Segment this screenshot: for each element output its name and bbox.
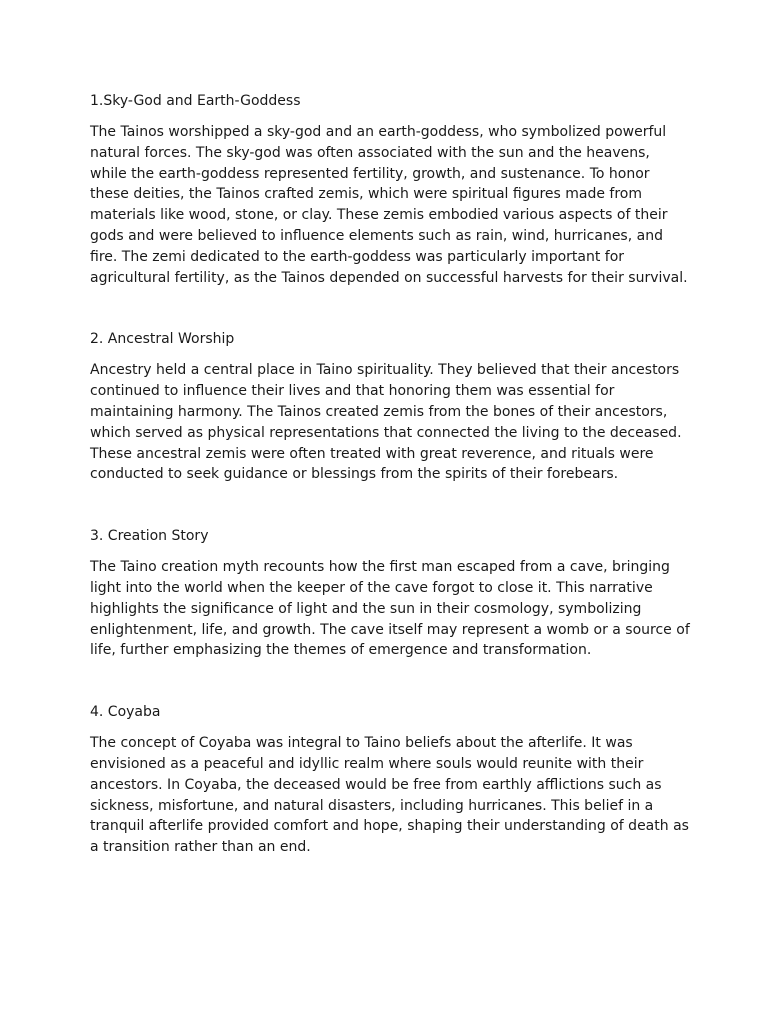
section-sky-god-earth-goddess: [90, 91, 690, 288]
section-heading: 4. Coyaba: [90, 704, 161, 721]
section-paragraph: The Taino creation myth recounts how the first man escaped from a cave, bringing light into the world when the keeper of the cave forgot to close it. This narrative highlights the significance of light and the sun in their cosmology, symbolizing enlightenment, life, and growth. The cave itself may represent a womb or a source of life, further emphasizing the themes of emergence and transformation.: [90, 559, 690, 659]
section-coyaba: [90, 702, 690, 858]
section-paragraph: Ancestry held a central place in Taino spirituality. They believed that their ancestors continued to influence their lives and that honoring them was essential for maintaining harmony. The Tainos created zemis from the bones of their ancestors, which served as physical representations that connected the living to the deceased. These ancestral zemis were often treated with great reverence, and rituals were conducted to seek guidance or blessings from the spirits of their forebears.: [90, 362, 682, 483]
section-heading: 3. Creation Story: [90, 528, 209, 545]
section-creation-story: [90, 526, 690, 661]
section-paragraph: The Tainos worshipped a sky-god and an earth-goddess, who symbolized powerful natural forces. The sky-god was often associated with the sun and the heavens, while the earth-goddess represented fertility, growth, and sustenance. To honor these deities, the Tainos crafted zemis, which were spiritual figures made from materials like wood, stone, or clay. These zemis embodied various aspects of their gods and were believed to influence elements such as rain, wind, hurricanes, and fire. The zemi dedicated to the earth-goddess was particularly important for agricultural fertility, as the Tainos depended on successful harvests for their survival.: [90, 124, 688, 286]
section-paragraph: The concept of Coyaba was integral to Taino beliefs about the afterlife. It was envisioned as a peaceful and idyllic realm where souls would reunite with their ancestors. In Coyaba, the deceased would be free from earthly afflictions such as sickness, misfortune, and natural disasters, including hurricanes. This belief in a tranquil afterlife provided comfort and hope, shaping their understanding of death as a transition rather than an end.: [90, 735, 689, 856]
section-heading: 1.Sky-God and Earth-Goddess: [90, 93, 301, 109]
section-ancestral-worship: [90, 329, 690, 485]
section-heading: 2. Ancestral Worship: [90, 331, 235, 348]
document-page: [90, 91, 690, 858]
